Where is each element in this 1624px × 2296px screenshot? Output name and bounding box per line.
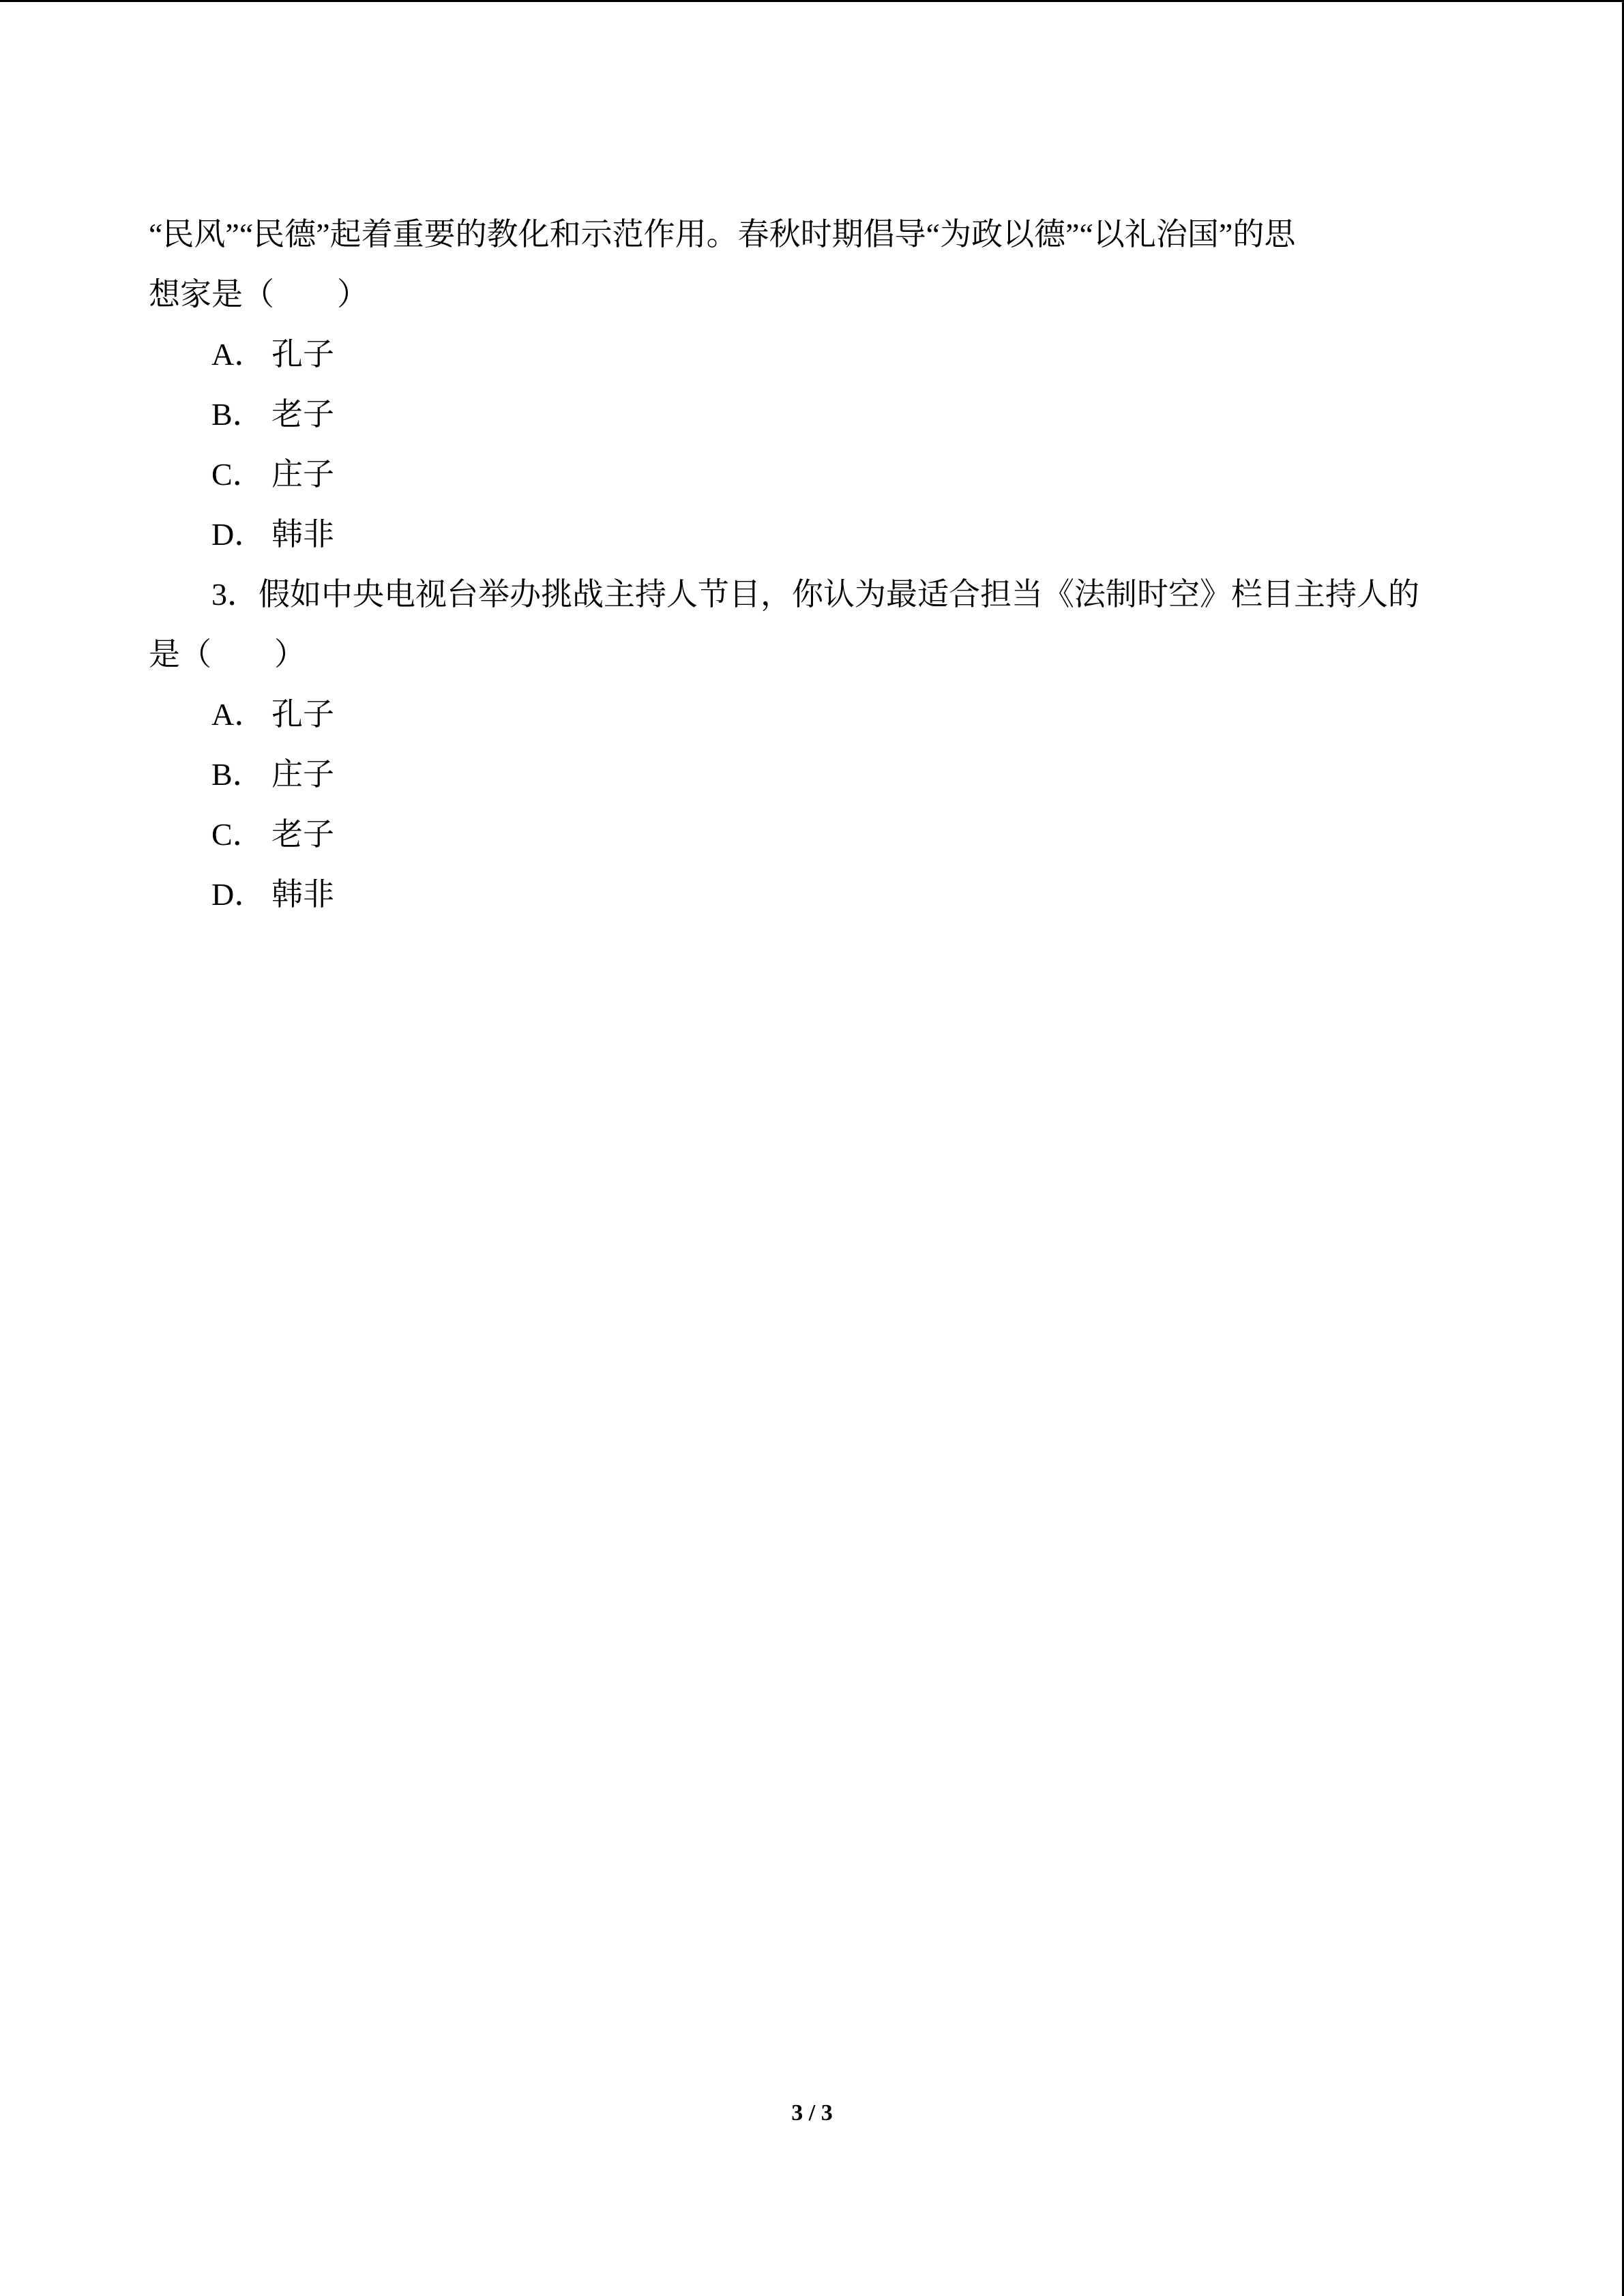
question-3-option-d [149, 865, 1479, 925]
question-2 [149, 205, 1479, 565]
option-letter: C． [211, 457, 264, 492]
option-letter: D． [211, 517, 266, 552]
question-2-option-b [149, 385, 1479, 445]
option-letter: A． [211, 697, 266, 732]
page-number: 3 / 3 [791, 2100, 833, 2126]
option-letter: A． [211, 337, 266, 372]
question-3-option-a [149, 685, 1479, 745]
option-text: 韩非 [271, 877, 334, 912]
question-2-stem-line-2: 想家是（ ） [149, 277, 368, 312]
option-letter: C． [211, 817, 264, 852]
option-letter: D． [211, 877, 266, 912]
option-text: 孔子 [271, 697, 334, 732]
question-2-option-a [149, 325, 1479, 385]
question-3-option-c [149, 805, 1479, 865]
question-3-stem-line-2: 是（ ） [149, 637, 306, 672]
option-text: 孔子 [271, 337, 334, 372]
option-letter: B． [211, 397, 264, 432]
option-letter: B． [211, 757, 264, 792]
question-3-stem-line-1: 3．假如中央电视台举办挑战主持人节目，你认为最适合担当《法制时空》栏目主持人的 [211, 577, 1419, 612]
page-content [149, 205, 1479, 925]
option-text: 老子 [271, 817, 334, 852]
option-text: 庄子 [271, 457, 334, 492]
page-border-top [0, 0, 1624, 2]
option-text: 老子 [271, 397, 334, 432]
question-2-option-d [149, 505, 1479, 565]
option-text: 庄子 [271, 757, 334, 792]
question-2-option-c [149, 445, 1479, 505]
option-text: 韩非 [271, 517, 334, 552]
question-3-option-b [149, 745, 1479, 805]
question-2-stem-line-1: “民风”“民德”起着重要的教化和示范作用。春秋时期倡导“为政以德”“以礼治国”的思 [149, 217, 1296, 252]
question-3 [149, 565, 1479, 925]
